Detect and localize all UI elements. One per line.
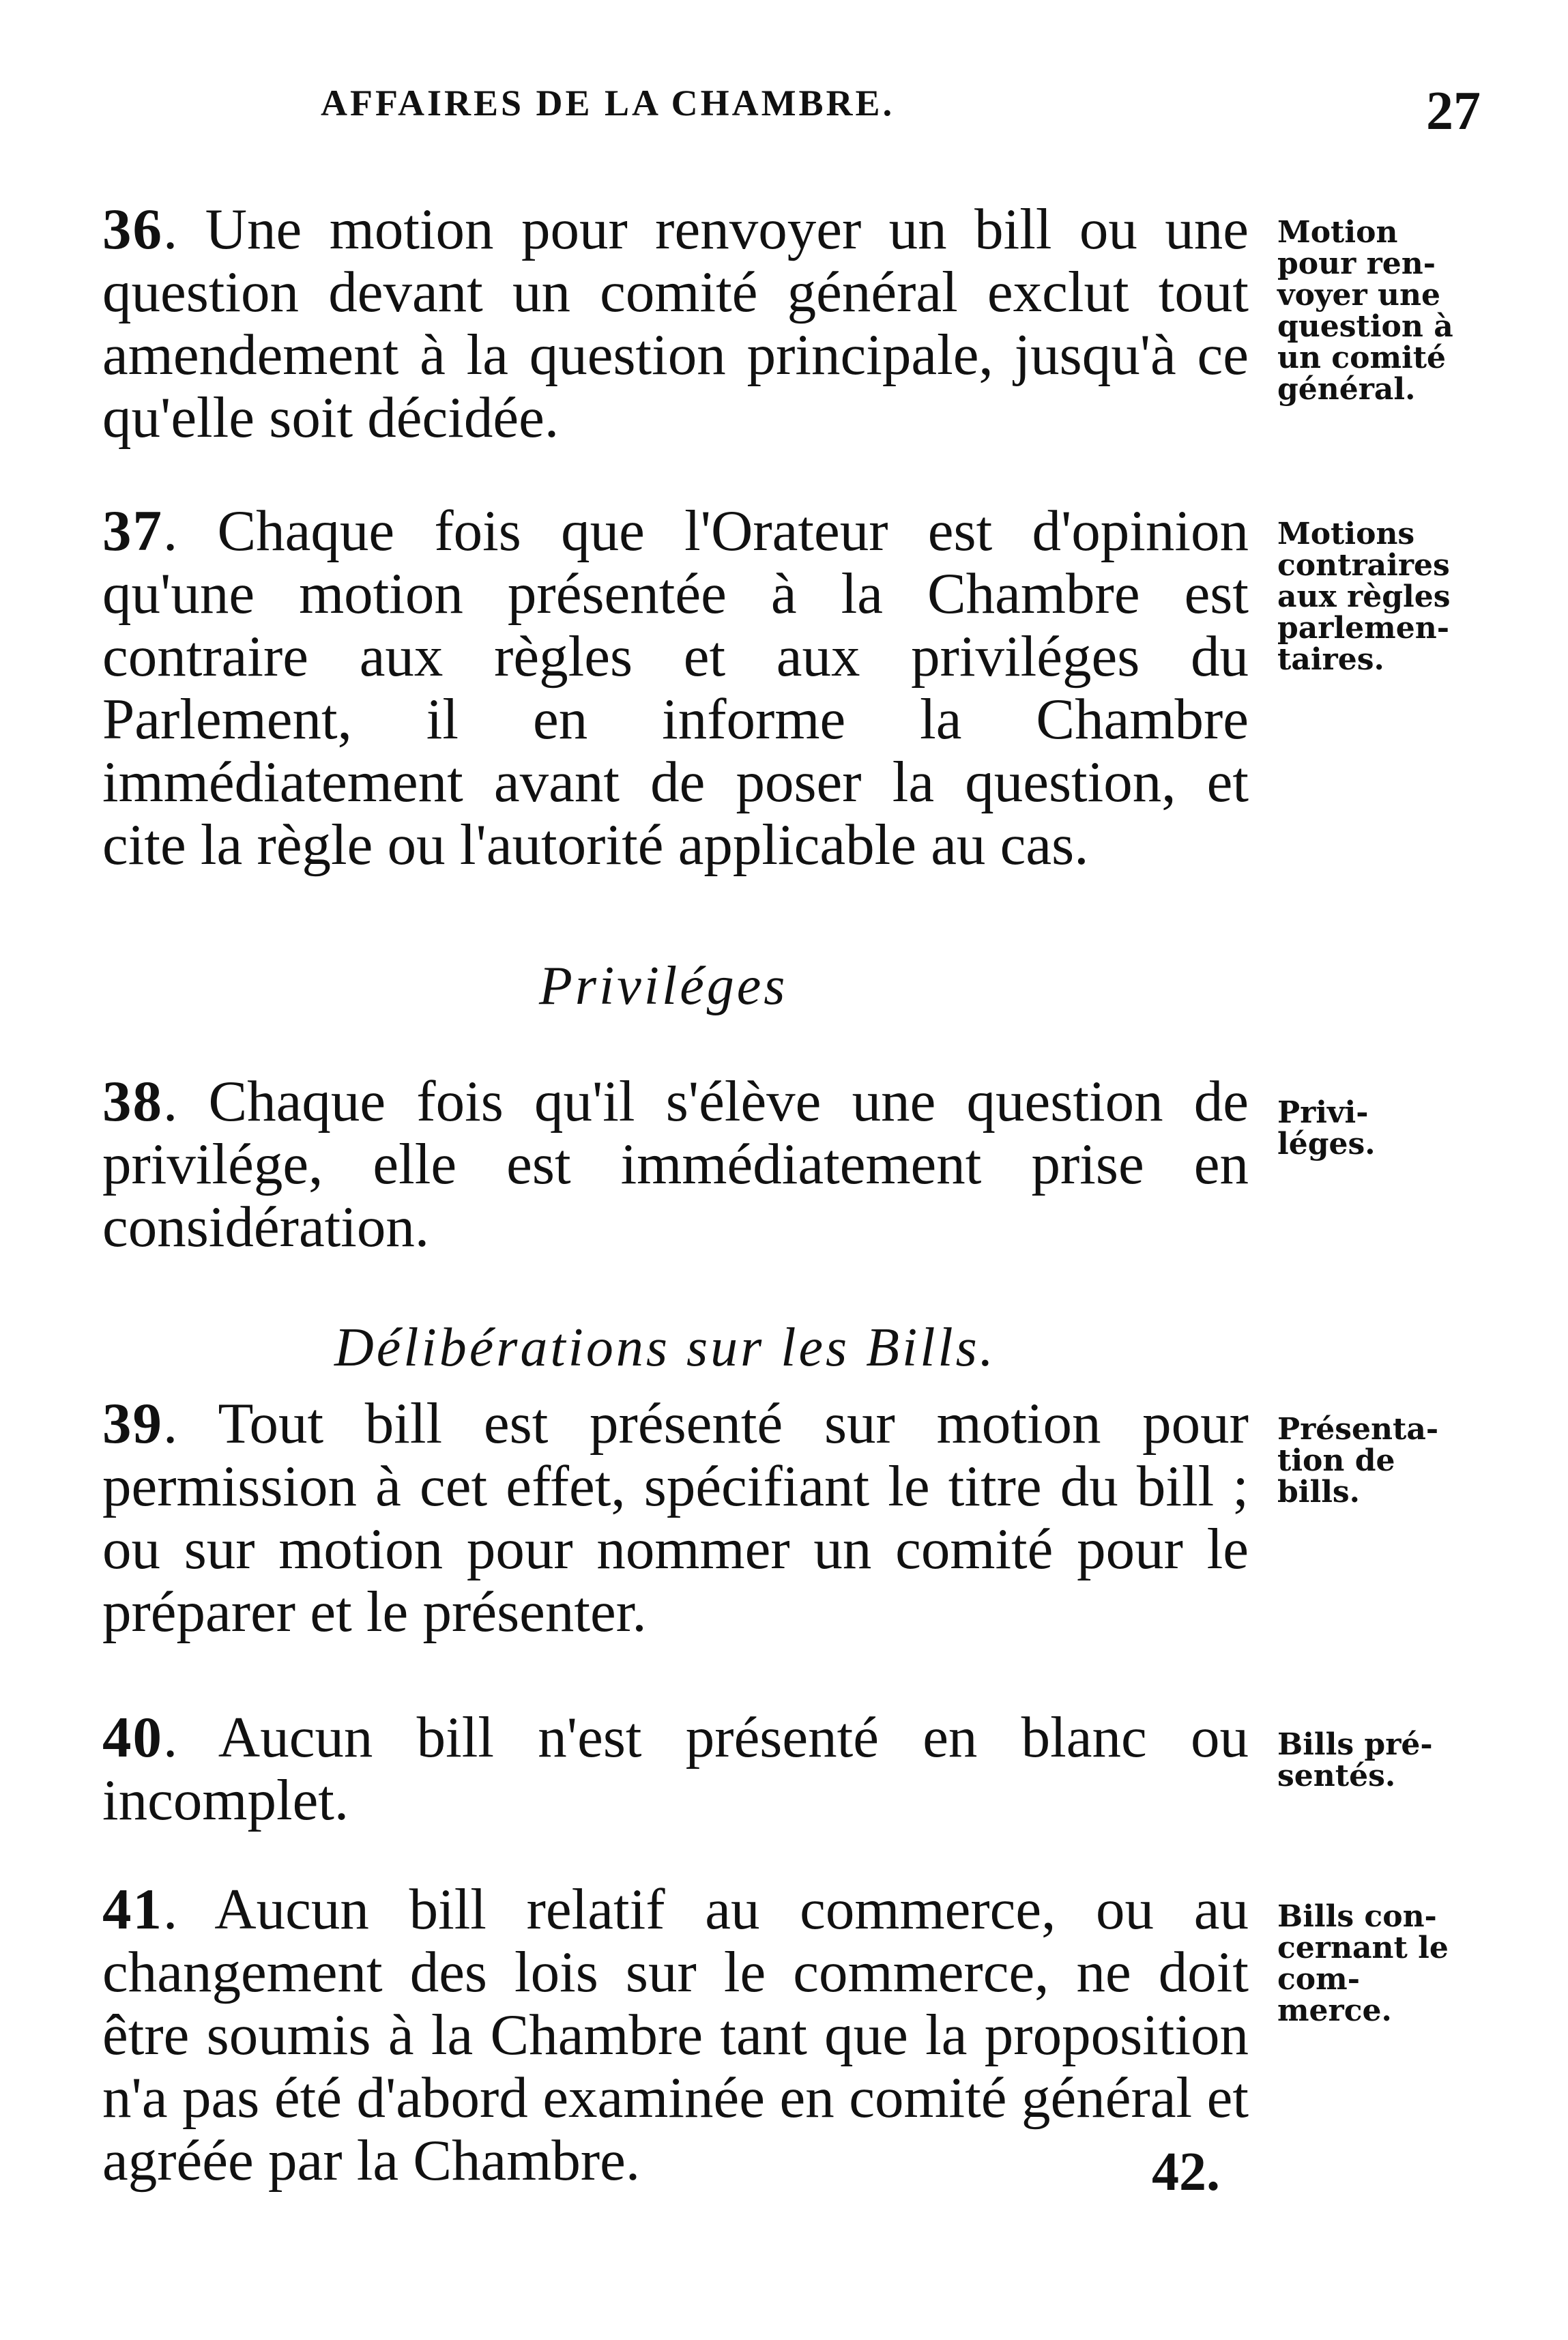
paragraph-number: 37 bbox=[102, 499, 163, 563]
section-heading-privileges: Priviléges bbox=[539, 956, 788, 1016]
paragraph-37 bbox=[102, 500, 1249, 876]
margin-note-37: Motions contraires aux règles parlemen- taires. bbox=[1277, 517, 1451, 677]
paragraph-text: . Une motion pour renvoyer un bill ou une question devant un comité général exclut tout amendement à la question principale, jusqu'à ce qu'elle soit décidée. bbox=[102, 197, 1249, 450]
margin-note-38: Privi- léges. bbox=[1277, 1095, 1376, 1161]
page-number: 27 bbox=[1426, 81, 1481, 141]
paragraph-36 bbox=[102, 198, 1249, 449]
paragraph-40 bbox=[102, 1706, 1249, 1832]
paragraph-number: 38 bbox=[102, 1069, 163, 1133]
paragraph-number: 36 bbox=[102, 197, 163, 261]
paragraph-text: . Tout bill est présenté sur motion pour permission à cet effet, spécifiant le titre du bill ; ou sur motion pour nommer un comité pour le préparer et le présenter. bbox=[102, 1391, 1249, 1644]
margin-note-41: Bills con- cernant le com- merce. bbox=[1277, 1899, 1449, 2028]
paragraph-number: 39 bbox=[102, 1391, 163, 1456]
running-title: AFFAIRES DE LA CHAMBRE. bbox=[321, 83, 895, 124]
paragraph-41 bbox=[102, 1878, 1249, 2192]
paragraph-text: . Chaque fois que l'Orateur est d'opinion qu'une motion présentée à la Chambre est contraire aux règles et aux priviléges du Parlement, il en informe la Chambre immédiatement avant de poser la question, et cite la règle ou l'autorité applicable au cas. bbox=[102, 499, 1249, 877]
margin-note-39: Présenta- tion de bills. bbox=[1277, 1412, 1439, 1510]
paragraph-text: . Aucun bill relatif au commerce, ou au changement des lois sur le commerce, ne doit être soumis à la Chambre tant que la proposition n'a pas été d'abord examinée en comité général et agréée par la Chambre. bbox=[102, 1877, 1249, 2193]
paragraph-text: . Aucun bill n'est présenté en blanc ou incomplet. bbox=[102, 1705, 1249, 1832]
margin-note-40: Bills pré- sentés. bbox=[1277, 1727, 1433, 1793]
paragraph-number: 40 bbox=[102, 1705, 163, 1770]
catchword: 42. bbox=[1152, 2142, 1220, 2202]
section-heading-deliberations: Délibérations sur les Bills. bbox=[334, 1318, 996, 1378]
paragraph-number: 41 bbox=[102, 1877, 163, 1941]
paragraph-38 bbox=[102, 1070, 1249, 1258]
paragraph-text: . Chaque fois qu'il s'élève une question de privilége, elle est immédiatement prise en considération. bbox=[102, 1069, 1249, 1259]
margin-note-36: Motion pour ren- voyer une question à un comité général. bbox=[1277, 215, 1453, 407]
paragraph-39 bbox=[102, 1392, 1249, 1643]
